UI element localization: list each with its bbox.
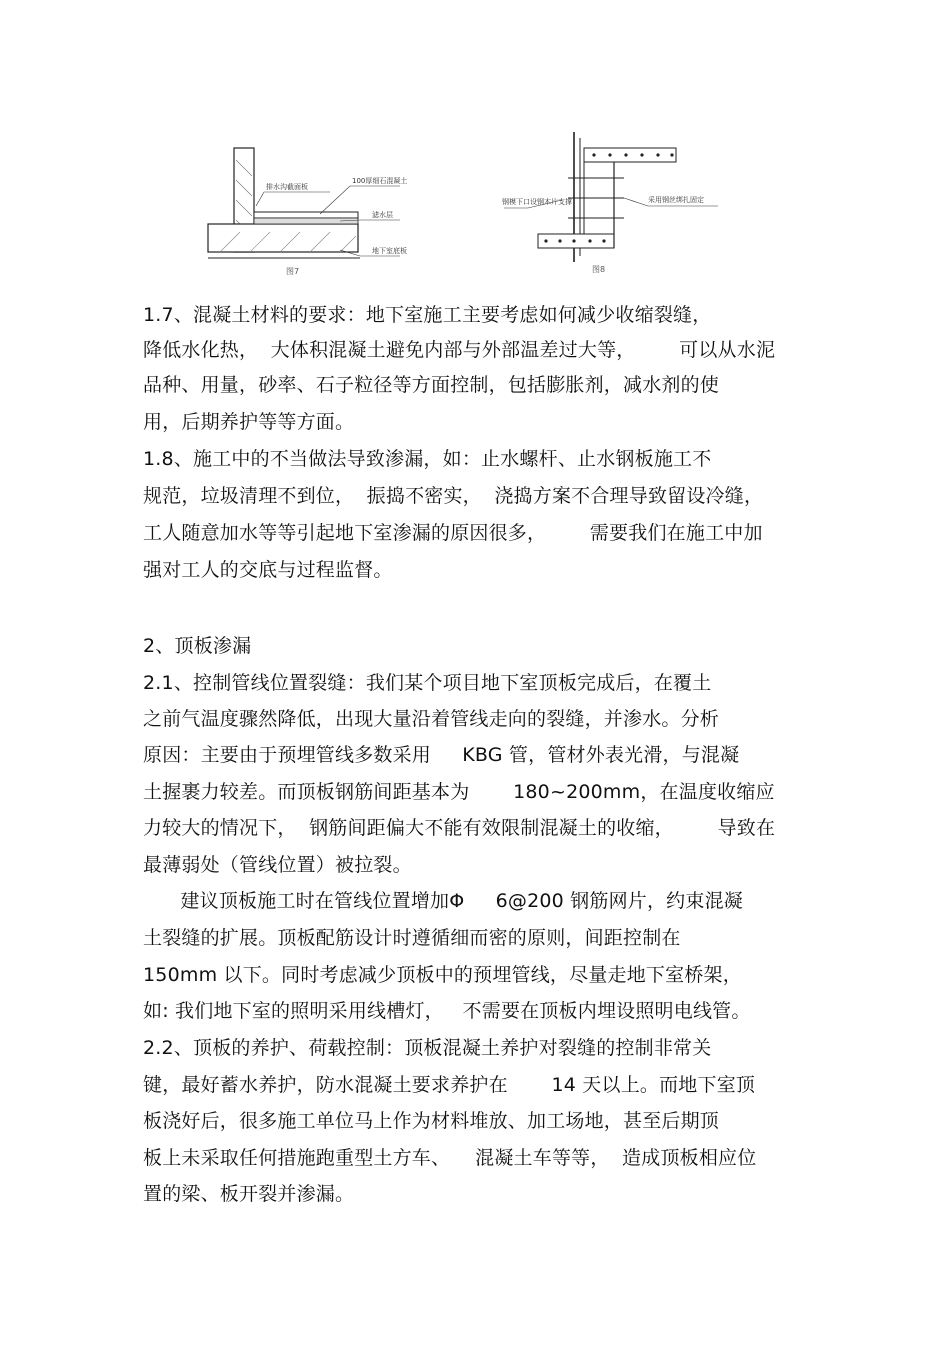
text-line: 150mm 以下。同时考虑减少顶板中的预埋管线，尽量走地下室桥架， [143,964,742,986]
figure-7-drawing [200,140,440,280]
text-line: 2.1、控制管线位置裂缝：我们某个项目地下室顶板完成后，在覆土 [143,672,712,694]
text-line: 1.8、施工中的不当做法导致渗漏，如：止水螺杆、止水钢板施工不 [143,448,712,470]
fig7-label-1: 排水沟截面板 [266,183,308,191]
text-line: 建议顶板施工时在管线位置增加Φ 6@200 钢筋网片，约束混凝 [143,890,743,912]
text-line: 力较大的情况下， 钢筋间距偏大不能有效限制混凝土的收缩， 导致在 [143,817,776,839]
text-line: 土握裹力较差。而顶板钢筋间距基本为 180~200mm，在温度收缩应 [143,781,775,803]
text-line: 键，最好蓄水养护，防水混凝土要求养护在 14 天以上。而地下室顶 [143,1074,756,1096]
text-line: 板上未采取任何措施跑重型土方车、 混凝土车等等， 造成顶板相应位 [143,1147,757,1169]
fig7-caption: 图7 [286,267,300,276]
text-line: 土裂缝的扩展。顶板配筋设计时遵循细而密的原则，间距控制在 [143,927,681,949]
section-heading: 2、顶板渗漏 [143,635,252,657]
fig7-label-2: 100厚细石混凝土 [352,177,408,185]
figure-8-drawing [498,128,738,278]
text-line: 工人随意加水等等引起地下室渗漏的原因很多， 需要我们在施工中加 [143,522,763,544]
text-line: 置的梁、板开裂并渗漏。 [143,1183,355,1205]
fig7-label-3: 滤水层 [372,211,393,219]
text-line: 2.2、顶板的养护、荷载控制：顶板混凝土养护对裂缝的控制非常关 [143,1037,712,1059]
text-line: 板浇好后，很多施工单位马上作为材料堆放、加工场地，甚至后期顶 [143,1110,720,1132]
text-line: 强对工人的交底与过程监督。 [143,559,393,581]
fig7-label-4: 地下室底板 [372,247,407,255]
text-line: 1.7、混凝土材料的要求：地下室施工主要考虑如何减少收缩裂缝， [143,304,712,326]
text-line: 降低水化热， 大体积混凝土避免内部与外部温差过大等， 可以从水泥 [143,339,776,361]
text-line: 之前气温度骤然降低，出现大量沿着管线走向的裂缝，并渗水。分析 [143,708,720,730]
fig8-caption: 图8 [592,265,606,274]
text-line: 最薄弱处（管线位置）被拉裂。 [143,854,412,876]
figure-area [0,0,950,290]
text-line: 如: 我们地下室的照明采用线槽灯， 不需要在顶板内埋设照明电线管。 [143,1000,751,1022]
text-line: 规范，垃圾清理不到位， 振捣不密实， 浇捣方案不合理导致留设冷缝， [143,485,764,507]
fig8-label-1: 钢模下口设钢木片支撑 [502,198,572,206]
text-line: 原因：主要由于预埋管线多数采用 KBG 管，管材外表光滑，与混凝 [143,744,740,766]
text-line: 用，后期养护等等方面。 [143,411,355,433]
fig8-label-2: 采用钢丝绑扎固定 [648,196,704,204]
text-line: 品种、用量，砂率、石子粒径等方面控制，包括膨胀剂，减水剂的使 [143,374,720,396]
